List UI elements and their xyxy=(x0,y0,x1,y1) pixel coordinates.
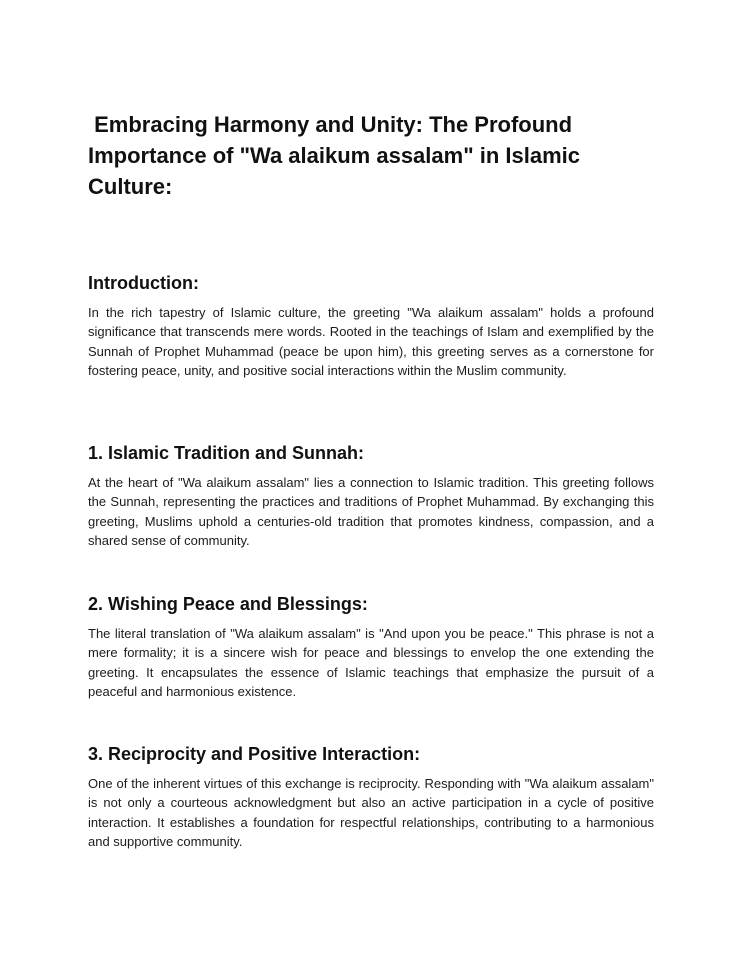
section-heading: 3. Reciprocity and Positive Interaction: xyxy=(88,744,421,764)
section-paragraph: At the heart of "Wa alaikum assalam" lies a connection to Islamic tradition. This greeting follows the Sunnah, representing the practices and traditions of Prophet Muhammad. By exchanging this greeting, Muslims uphold a centuries-old tradition that promotes kindness, compassion, and a shared sense of community. xyxy=(88,475,654,549)
document-title: Embracing Harmony and Unity: The Profound Importance of "Wa alaikum assalam" in Islamic Culture: xyxy=(88,112,587,199)
section-wishing-peace xyxy=(88,593,654,702)
section-heading: 2. Wishing Peace and Blessings: xyxy=(88,594,368,614)
section-introduction xyxy=(88,272,654,381)
section-paragraph: One of the inherent virtues of this exchange is reciprocity. Responding with "Wa alaikum assalam" is not only a courteous acknowledgment but also an active participation in a cycle of positive interaction. It establishes a foundation for respectful relationships, contributing to a harmonious and supportive community. xyxy=(88,776,654,850)
section-reciprocity xyxy=(88,743,654,852)
section-islamic-tradition xyxy=(88,442,654,551)
section-heading: Introduction: xyxy=(88,273,199,293)
section-heading: 1. Islamic Tradition and Sunnah: xyxy=(88,443,365,463)
section-paragraph: In the rich tapestry of Islamic culture, the greeting "Wa alaikum assalam" holds a profound significance that transcends mere words. Rooted in the teachings of Islam and exemplified by the Sunnah of Prophet Muhammad (peace be upon him), this greeting serves as a cornerstone for fostering peace, unity, and positive social interactions within the Muslim community. xyxy=(88,305,654,379)
section-paragraph: The literal translation of "Wa alaikum assalam" is "And upon you be peace." This phrase is not a mere formality; it is a sincere wish for peace and blessings to envelop the one extending the greeting. It encapsulates the essence of Islamic teachings that emphasize the pursuit of a peaceful and harmonious existence. xyxy=(88,626,654,700)
